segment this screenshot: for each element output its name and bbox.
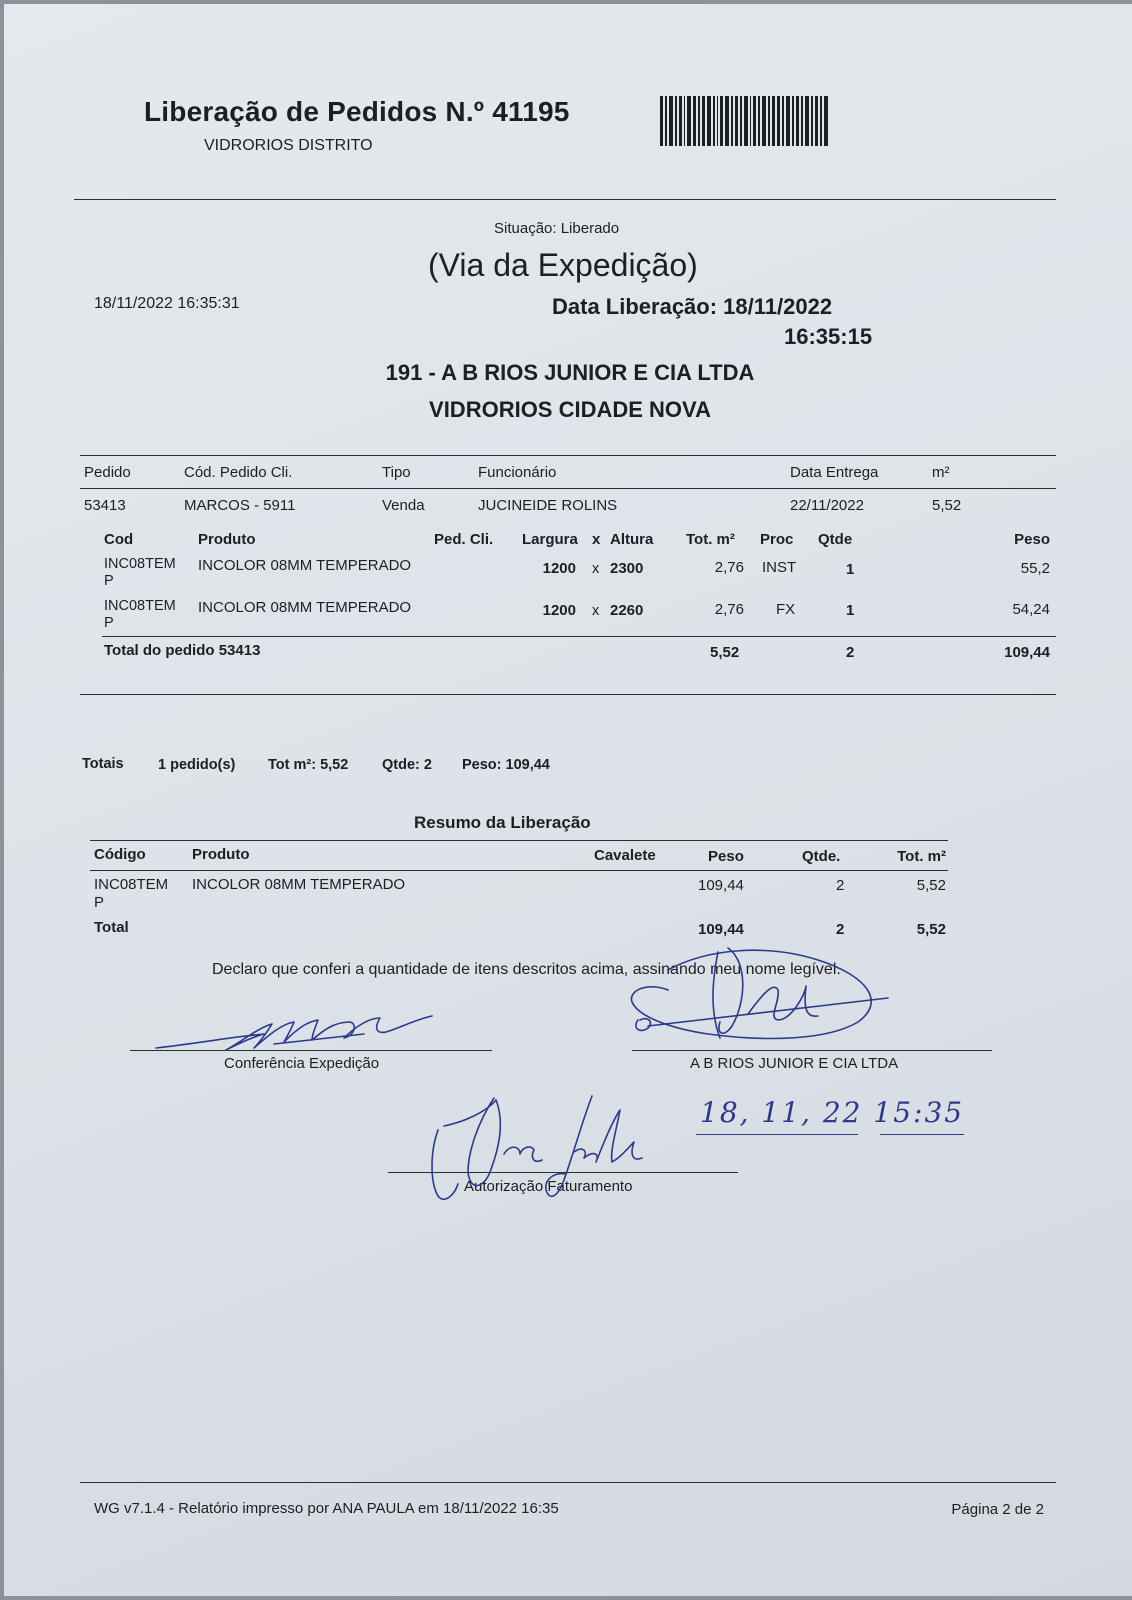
resumo-total-label: Total: [94, 919, 129, 936]
item-row-1-cod-line1: INC08TEM: [104, 556, 176, 572]
order-cell-data-entrega: 22/11/2022: [790, 497, 864, 514]
item-row-2-qtde: 1: [846, 602, 855, 619]
resumo-header-rule: [90, 870, 948, 871]
totais-qtde: Qtde: 2: [382, 757, 432, 773]
item-header-altura: Altura: [610, 531, 654, 548]
item-row-2-cod: [104, 598, 176, 632]
declaration-text: Declaro que conferi a quantidade de itens descritos acima, assinando meu nome legível.: [212, 961, 841, 978]
company-name: VIDRORIOS DISTRITO: [204, 137, 373, 154]
signature-label-autorizacao: Autorização Faturamento: [464, 1178, 633, 1195]
col-header-m2: m²: [932, 464, 950, 481]
order-total-rule: [102, 636, 1056, 637]
item-row-1-peso: 55,2: [1020, 560, 1050, 577]
item-row-1-produto: INCOLOR 08MM TEMPERADO: [198, 557, 412, 574]
copy-type: (Via da Expedição): [428, 247, 698, 283]
item-row-2-peso: 54,24: [1012, 601, 1050, 618]
order-cell-funcionario: JUCINEIDE ROLINS: [478, 497, 618, 514]
status-label: Situação: Liberado: [494, 220, 620, 237]
col-header-data-entrega: Data Entrega: [790, 464, 879, 481]
customer-name: 191 - A B RIOS JUNIOR E CIA LTDA: [385, 360, 755, 385]
col-header-tipo: Tipo: [382, 464, 411, 481]
item-header-largura: Largura: [522, 531, 578, 548]
resumo-total-tot-m2: 5,52: [916, 921, 946, 938]
barcode-image: [660, 96, 832, 146]
resumo-row-codigo: [94, 876, 168, 912]
handwritten-date-underline: [696, 1134, 858, 1135]
order-cell-cod-pedido-cli: MARCOS - 5911: [184, 497, 296, 514]
conferencia-signature-image: [154, 1004, 454, 1064]
col-header-cod-pedido-cli: Cód. Pedido Cli.: [184, 464, 293, 481]
item-row-1-cod-line2: P: [104, 573, 114, 589]
resumo-header-cavalete: Cavalete: [594, 847, 656, 864]
item-row-1-altura: 2300: [610, 560, 644, 577]
resumo-title: Resumo da Liberação: [414, 813, 591, 832]
col-header-pedido: Pedido: [84, 464, 131, 481]
resumo-row-qtde: 2: [836, 877, 845, 894]
item-row-2-cod-line1: INC08TEM: [104, 598, 176, 614]
resumo-row-codigo-line2: P: [94, 894, 105, 911]
resumo-header-qtde: Qtde.: [802, 848, 841, 865]
item-row-2-largura: 1200: [542, 602, 576, 619]
header-divider: [74, 199, 1056, 200]
resumo-row-codigo-line1: INC08TEM: [94, 876, 169, 893]
item-row-2-x: x: [592, 603, 600, 619]
item-row-2-tot-m2: 2,76: [714, 601, 744, 618]
resumo-header-codigo: Código: [94, 846, 146, 863]
item-header-cod: Cod: [104, 531, 134, 548]
resumo-row-peso: 109,44: [698, 877, 744, 894]
item-row-1-tot-m2: 2,76: [714, 559, 744, 576]
printed-timestamp: 18/11/2022 16:35:31: [94, 295, 240, 312]
store-name: VIDRORIOS CIDADE NOVA: [429, 397, 711, 422]
document-title: Liberação de Pedidos N.º 41195: [144, 96, 570, 127]
handwritten-time-underline: [880, 1134, 964, 1135]
cliente-signature-image: [628, 942, 898, 1052]
order-total-qtde: 2: [846, 644, 855, 661]
order-total-label: Total do pedido 53413: [104, 642, 261, 659]
item-header-produto: Produto: [198, 531, 256, 548]
order-total-m2: 5,52: [710, 644, 740, 661]
item-row-1-x: x: [592, 561, 600, 577]
order-cell-tipo: Venda: [382, 497, 425, 514]
item-header-x: x: [592, 531, 601, 548]
order-table-header-rule: [80, 488, 1056, 489]
order-cell-pedido: 53413: [84, 497, 126, 514]
footer-rule: [80, 1482, 1056, 1483]
item-row-2-produto: INCOLOR 08MM TEMPERADO: [198, 599, 412, 616]
resumo-row-produto: INCOLOR 08MM TEMPERADO: [192, 876, 406, 893]
item-row-2-proc: FX: [776, 601, 796, 618]
release-time: 16:35:15: [784, 324, 873, 349]
resumo-header-peso: Peso: [708, 848, 744, 865]
totais-label: Totais: [82, 756, 124, 772]
item-row-1-proc: INST: [762, 559, 797, 576]
item-row-1-cod: [104, 556, 176, 590]
item-header-tot-m2: Tot. m²: [686, 531, 735, 548]
handwritten-date: 18, 11, 22 15:35: [700, 1096, 965, 1129]
item-header-ped-cli: Ped. Cli.: [434, 531, 494, 548]
order-table-top-rule: [80, 455, 1056, 456]
item-row-1-largura: 1200: [542, 560, 576, 577]
order-section-end-rule: [80, 694, 1056, 695]
col-header-funcionario: Funcionário: [478, 464, 557, 481]
item-row-2-cod-line2: P: [104, 615, 114, 631]
resumo-header-produto: Produto: [192, 846, 250, 863]
order-total-peso: 109,44: [1004, 644, 1050, 661]
signature-label-conferencia: Conferência Expedição: [224, 1055, 380, 1072]
footer-report-info: WG v7.1.4 - Relatório impresso por ANA PAULA em 18/11/2022 16:35: [94, 1500, 559, 1517]
release-date: Data Liberação: 18/11/2022: [552, 294, 833, 319]
totais-peso: Peso: 109,44: [462, 757, 550, 773]
order-cell-m2: 5,52: [932, 497, 962, 514]
totais-pedidos: 1 pedido(s): [158, 757, 236, 773]
autorizacao-signature-image: [424, 1092, 654, 1204]
resumo-row-tot-m2: 5,52: [916, 877, 946, 894]
resumo-total-peso: 109,44: [698, 921, 744, 938]
item-row-2-altura: 2260: [610, 602, 644, 619]
item-header-qtde: Qtde: [818, 531, 853, 548]
item-header-proc: Proc: [760, 531, 794, 548]
signature-label-cliente: A B RIOS JUNIOR E CIA LTDA: [690, 1055, 899, 1072]
document-page: [4, 4, 1132, 1596]
item-header-peso: Peso: [1014, 531, 1050, 548]
resumo-header-tot-m2: Tot. m²: [897, 848, 946, 865]
totais-tot-m2: Tot m²: 5,52: [268, 757, 349, 773]
item-row-1-qtde: 1: [846, 561, 855, 578]
resumo-total-qtde: 2: [836, 921, 845, 938]
page-number: Página 2 de 2: [951, 1501, 1044, 1518]
resumo-top-rule: [90, 840, 948, 841]
